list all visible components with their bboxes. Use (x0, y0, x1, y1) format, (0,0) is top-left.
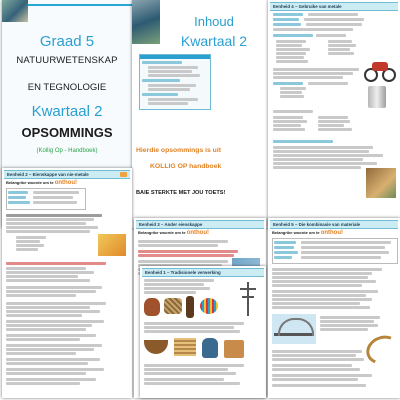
unit1-page (140, 266, 266, 398)
unit2-table (6, 188, 86, 210)
unit3-remember (138, 230, 209, 236)
bridge-image (272, 314, 316, 344)
contents-highlight-line1: Hierdie opsommings is uit (136, 147, 221, 154)
cover-grade: Graad 5 (39, 33, 95, 50)
pot-image (144, 298, 160, 316)
unit2-header-title: Eenheid 2 – Eienskappe van nie-metale (7, 172, 89, 177)
can-image (368, 86, 386, 108)
drum-image (224, 340, 244, 358)
snake-image (362, 331, 400, 369)
motorcycle-image (364, 56, 396, 82)
jar-image (202, 338, 218, 358)
contents-title: Inhoud (194, 14, 234, 29)
basket-image (164, 298, 182, 314)
cover-photo-strip (2, 0, 28, 22)
mat-image (174, 338, 196, 356)
unit5-table (272, 238, 398, 264)
unit1-header (142, 268, 264, 277)
unit2-page (2, 168, 132, 398)
unit3-remember-word: onthou! (186, 230, 210, 236)
unit5-page (268, 218, 400, 398)
unit4-page (268, 0, 400, 228)
cover-subject-line1: NATUURWETENSKAP (16, 55, 118, 66)
cover-summaries: OPSOMMINGS (21, 125, 113, 140)
unit3-header (136, 220, 264, 229)
unit2-header-icon (120, 172, 127, 177)
unit2-remember-prefix: Belangrike woorde om te (6, 180, 55, 185)
cover-top-bar (28, 4, 132, 6)
unit2-image (98, 234, 126, 256)
cover-subtitle: (Kollig Op - Handboek) (36, 148, 98, 154)
unit5-remember (272, 230, 343, 236)
electric-pylon-image (238, 282, 258, 316)
unit5-remember-prefix: Belangrike woorde om te (272, 230, 321, 235)
cover-term: Kwartaal 2 (31, 103, 103, 120)
bowl-image (144, 340, 168, 354)
unit5-remember-word: onthou! (320, 230, 344, 236)
unit4-photo (366, 168, 396, 198)
contents-highlight-line2: KOLLIG OP handboek (150, 163, 222, 170)
cover-subject-line2: EN TEGNOLOGIE (27, 82, 107, 93)
contents-page (132, 0, 268, 228)
unit4-header-title: Eenheid 4 – Gebruike van metale (273, 4, 342, 9)
unit5-header-title: Eenheid 5 – Die kombinasie van materiale (273, 222, 361, 227)
beadwork-image (200, 298, 218, 314)
unit1-header-title: Eenheid 1 – Tradisionele verwerking (145, 270, 221, 275)
unit2-remember-word: onthou! (54, 180, 78, 186)
unit5-header (270, 220, 398, 229)
unit4-header (270, 2, 398, 11)
unit3-header-title: Eenheid 3 – Ander eienskappe (139, 222, 203, 227)
contents-table (139, 54, 211, 110)
unit3-remember-prefix: Belangrike woorde om te (138, 230, 187, 235)
wood-figure-image (186, 296, 194, 318)
contents-term: Kwartaal 2 (180, 33, 248, 49)
unit2-header (4, 170, 130, 179)
unit2-remember (6, 180, 77, 186)
contents-photo (132, 0, 160, 44)
contents-footer: BAIE STERKTE MET JOU TOETS! (136, 190, 226, 196)
